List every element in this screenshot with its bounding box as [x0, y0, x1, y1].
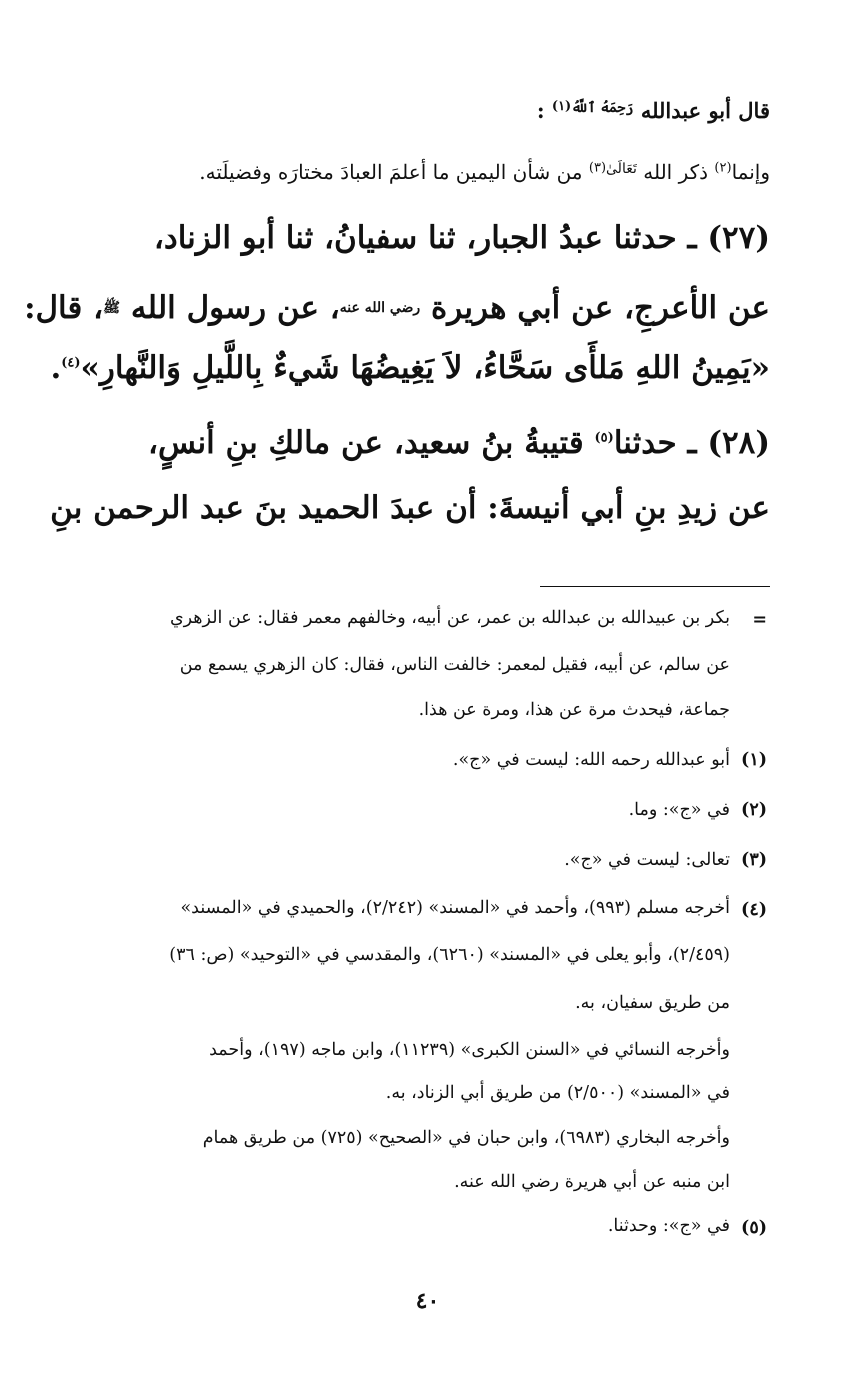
intro-honorific: تَعَالَىٰ	[606, 161, 637, 177]
continuation-marker: =	[752, 610, 767, 630]
heading-honorific: رَحِمَهُ ٱللَّهُ	[571, 100, 634, 116]
hadith-28-line-1	[80, 425, 770, 461]
footnote-cont-line: بكر بن عبيدالله بن عبدالله بن عمر، عن أبيه، وخالفهم معمر فقال: عن الزهري	[169, 608, 730, 628]
footnote-number-5: (٥)	[741, 1218, 767, 1238]
intro-line	[80, 160, 770, 184]
footnote-4-line: (٢/٤٥٩)، وأبو يعلى في «المسند» (٦٢٦٠)، والمقدسي في «التوحيد» (ص: ٣٦)	[169, 945, 730, 965]
hadith-27-period: .	[50, 350, 62, 386]
honorific-radiallah: رضي الله عنه	[339, 300, 421, 316]
section-heading	[80, 98, 770, 123]
footnote-number-2: (٢)	[741, 800, 767, 820]
hadith-27-line-2	[24, 290, 770, 326]
intro-text-1: وإنما	[731, 160, 770, 184]
footnote-4-line: وأخرجه البخاري (٦٩٨٣)، وابن حبان في «الصحيح» (٧٢٥) من طريق همام	[202, 1128, 730, 1148]
page-number: ٤٠	[415, 1288, 440, 1314]
heading-colon: :	[536, 98, 545, 123]
hadith-28-text-b: قتيبةُ بنُ سعيد، عن مالكِ بنِ أنسٍ،	[147, 425, 584, 461]
footnote-4-line: من طريق سفيان، به.	[575, 993, 730, 1013]
hadith-27-text-a: عن الأعرجِ، عن أبي هريرة	[431, 290, 770, 326]
hadith-27-line-1: (٢٧) ـ حدثنا عبدُ الجبار، ثنا سفيانُ، ثنا أبو الزناد،	[153, 220, 770, 256]
footnote-3-text: تعالى: ليست في «ج».	[564, 850, 730, 870]
hadith-28-text-a: (٢٨) ـ حدثنا	[613, 425, 770, 461]
footnote-cont-line: جماعة، فيحدث مرة عن هذا، ومرة عن هذا.	[418, 700, 730, 720]
footnote-cont-line: عن سالم، عن أبيه، فقيل لمعمر: خالفت الناس، فقال: كان الزهري يسمع من	[179, 655, 730, 675]
footnote-ref-2[interactable]: (٢)	[714, 160, 732, 176]
footnote-ref-1[interactable]: (١)	[551, 99, 572, 114]
hadith-27-text-c: ، قال:	[24, 290, 104, 326]
footnote-4-line: وأخرجه النسائي في «السنن الكبرى» (١١٢٣٩)، وابن ماجه (١٩٧)، وأحمد	[209, 1040, 730, 1060]
footnote-number-1: (١)	[741, 750, 767, 770]
footnote-2-text: في «ج»: وما.	[628, 800, 730, 820]
footnote-number-3: (٣)	[741, 850, 767, 870]
footnote-separator	[540, 586, 770, 587]
hadith-27-text-b: ، عن رسول الله	[130, 290, 340, 326]
hadith-27-matn: «يَمِينُ اللهِ مَلأَى سَحَّاءُ، لاَ يَغِيضُهَا شَيءٌ بِاللَّيلِ وَالنَّهارِ»	[80, 350, 770, 386]
footnote-4-line: ابن منبه عن أبي هريرة رضي الله عنه.	[454, 1172, 730, 1192]
heading-text: قال أبو عبدالله	[640, 98, 770, 123]
honorific-salla: ﷺ	[103, 300, 121, 316]
footnote-ref-5[interactable]: (٥)	[594, 430, 614, 446]
footnote-ref-4[interactable]: (٤)	[61, 355, 81, 371]
footnote-4-line: أخرجه مسلم (٩٩٣)، وأحمد في «المسند» (٢/٢٤٢)، والحميدي في «المسند»	[180, 898, 730, 918]
footnote-1-text: أبو عبدالله رحمه الله: ليست في «ج».	[452, 750, 730, 770]
footnote-ref-3[interactable]: (٣)	[588, 160, 607, 176]
footnote-number-4: (٤)	[741, 900, 767, 920]
footnote-4-line: في «المسند» (٢/٥٠٠) من طريق أبي الزناد، به.	[385, 1083, 730, 1103]
intro-text-2: ذكر الله	[643, 160, 709, 184]
hadith-28-line-2: عن زيدِ بنِ أبي أنيسةَ: أن عبدَ الحميد بنَ عبد الرحمن بنِ	[50, 490, 770, 526]
hadith-27-line-3	[50, 350, 770, 386]
footnote-5-text: في «ج»: وحدثنا.	[607, 1216, 730, 1236]
intro-text-3: من شأن اليمين ما أعلمَ العبادَ مختارَه وفضيلَته.	[199, 160, 583, 184]
